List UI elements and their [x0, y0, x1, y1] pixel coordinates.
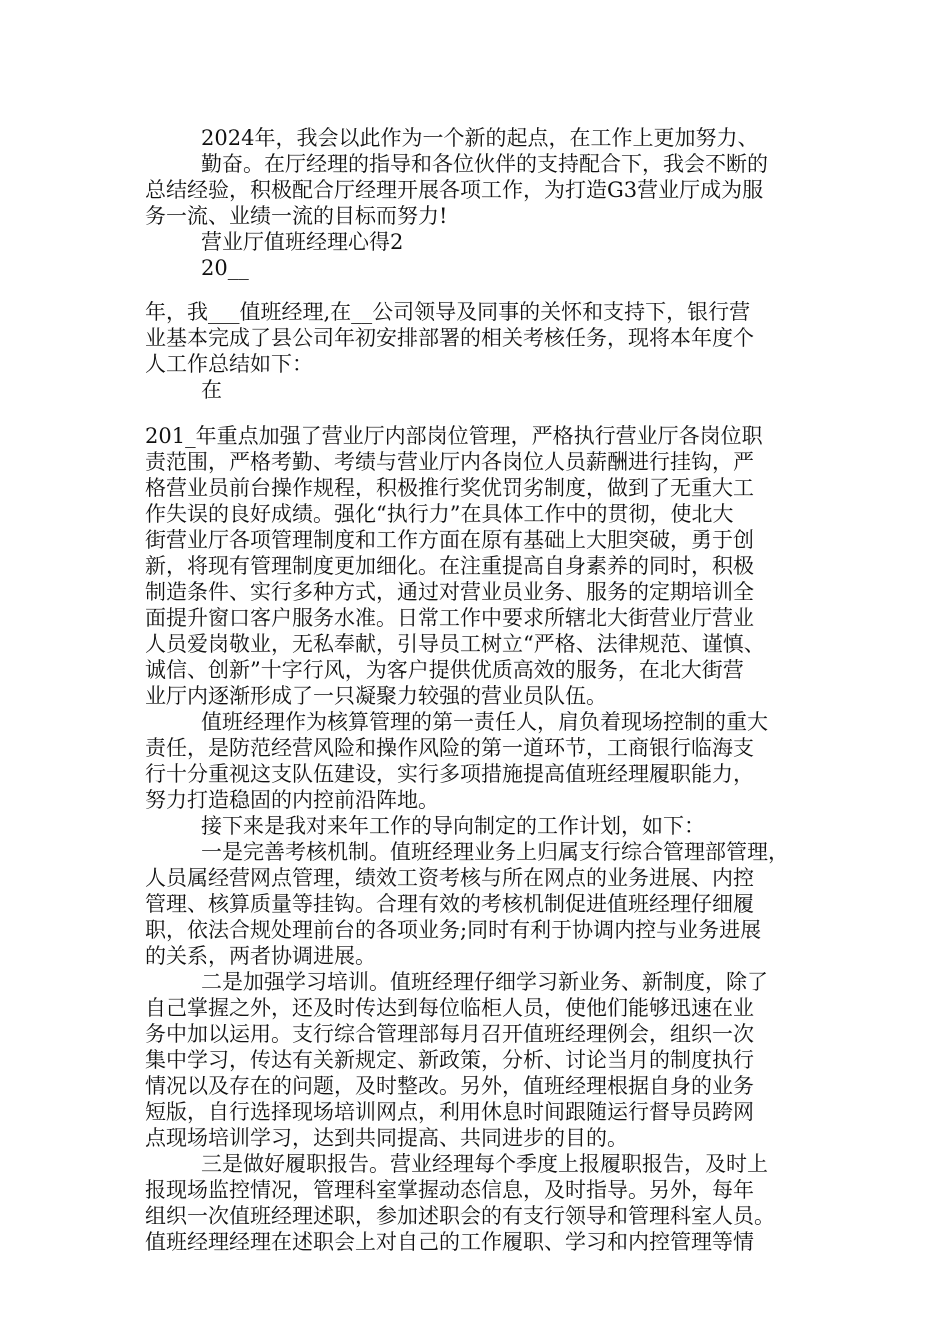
text-line: 务一流、业绩一流的目标而努力!: [145, 204, 448, 228]
text-line: 责任，是防范经营风险和操作风险的第一道环节，工商银行临海支: [145, 736, 754, 760]
text-line: 格营业员前台操作规程，积极推行奖优罚劣制度，做到了无重大工: [145, 476, 754, 500]
text-line: 面提升窗口客户服务水准。日常工作中要求所辖北大街营业厅营业: [145, 606, 754, 630]
text-line: 集中学习，传达有关新规定、新政策，分析、讨论当月的制度执行: [145, 1048, 754, 1072]
text-line: 组织一次值班经理述职，参加述职会的有支行领导和管理科室人员。: [145, 1204, 775, 1228]
text-line: 自己掌握之外，还及时传达到每位临柜人员，使他们能够迅速在业: [145, 996, 754, 1020]
text-line: 的关系，两者协调进展。: [145, 944, 376, 968]
text-line: 值班经理经理在述职会上对自己的工作履职、学习和内控管理等情: [145, 1230, 754, 1254]
text-line: 制造条件、实行多种方式，通过对营业员业务、服务的定期培训全: [145, 580, 754, 604]
text-line: 行十分重视这支队伍建设，实行多项措施提高值班经理履职能力，: [145, 762, 754, 786]
text-line: 诚信、创新”十字行风，为客户提供优质高效的服务，在北大街营: [145, 658, 744, 682]
text-line: 一是完善考核机制。值班经理业务上归属支行综合管理部管理，: [201, 840, 789, 864]
text-line: 20__: [201, 256, 249, 280]
text-line: 年，我___值班经理,在__公司领导及同事的关怀和支持下，银行营: [145, 300, 751, 324]
text-line: 努力打造稳固的内控前沿阵地。: [145, 788, 439, 812]
text-line: 二是加强学习培训。值班经理仔细学习新业务、新制度，除了: [201, 970, 768, 994]
text-line: 值班经理作为核算管理的第一责任人，肩负着现场控制的重大: [201, 710, 768, 734]
paragraph-management: [145, 423, 815, 1255]
text-line: 点现场培训学习，达到共同提高、共同进步的目的。: [145, 1126, 628, 1150]
text-line: 人员属经营网点管理，绩效工资考核与所在网点的业务进展、内控: [145, 866, 754, 890]
text-line: 201_年重点加强了营业厅内部岗位管理，严格执行营业厅各岗位职: [145, 424, 763, 448]
text-line: 务中加以运用。支行综合管理部每月召开值班经理例会，组织一次: [145, 1022, 754, 1046]
text-line: 在: [201, 378, 222, 402]
section-heading: 营业厅值班经理心得2: [201, 230, 404, 254]
text-line: 业基本完成了县公司年初安排部署的相关考核任务，现将本年度个: [145, 326, 754, 350]
text-line: 人员爱岗敬业，无私奉献，引导员工树立“严格、法律规范、谨慎、: [145, 632, 765, 656]
text-line: 情况以及存在的问题，及时整改。另外，值班经理根据自身的业务: [145, 1074, 754, 1098]
text-line: 接下来是我对来年工作的导向制定的工作计划，如下：: [201, 814, 705, 838]
text-line: 报现场监控情况，管理科室掌握动态信息，及时指导。另外，每年: [145, 1178, 754, 1202]
text-line: 短版，自行选择现场培训网点，利用休息时间跟随运行督导员跨网: [145, 1100, 754, 1124]
paragraph-intro: [145, 299, 815, 403]
text-line: 新，将现有管理制度更加细化。在注重提高自身素养的同时，积极: [145, 554, 754, 578]
text-line: 总结经验，积极配合厅经理开展各项工作，为打造G3营业厅成为服: [145, 178, 764, 202]
text-line: 人工作总结如下：: [145, 352, 313, 376]
text-line: 管理、核算质量等挂钩。合理有效的考核机制促进值班经理仔细履: [145, 892, 754, 916]
text-line: 三是做好履职报告。营业经理每个季度上报履职报告，及时上: [201, 1152, 768, 1176]
text-line: 2024年，我会以此作为一个新的起点，在工作上更加努力、: [201, 126, 759, 150]
text-line: 职，依法合规处理前台的各项业务;同时有利于协调内控与业务进展: [145, 918, 762, 942]
text-line: 责范围，严格考勤、考绩与营业厅内各岗位人员薪酬进行挂钩，严: [145, 450, 754, 474]
text-line: 作失误的良好成绩。强化“执行力”在具体工作中的贯彻，使北大: [145, 502, 734, 526]
text-line: 街营业厅各项管理制度和工作方面在原有基础上大胆突破，勇于创: [145, 528, 754, 552]
text-line: 业厅内逐渐形成了一只凝聚力较强的营业员队伍。: [145, 684, 607, 708]
text-line: 勤奋。在厅经理的指导和各位伙伴的支持配合下，我会不断的: [201, 152, 768, 176]
paragraph-closing-pledge: [145, 125, 815, 281]
